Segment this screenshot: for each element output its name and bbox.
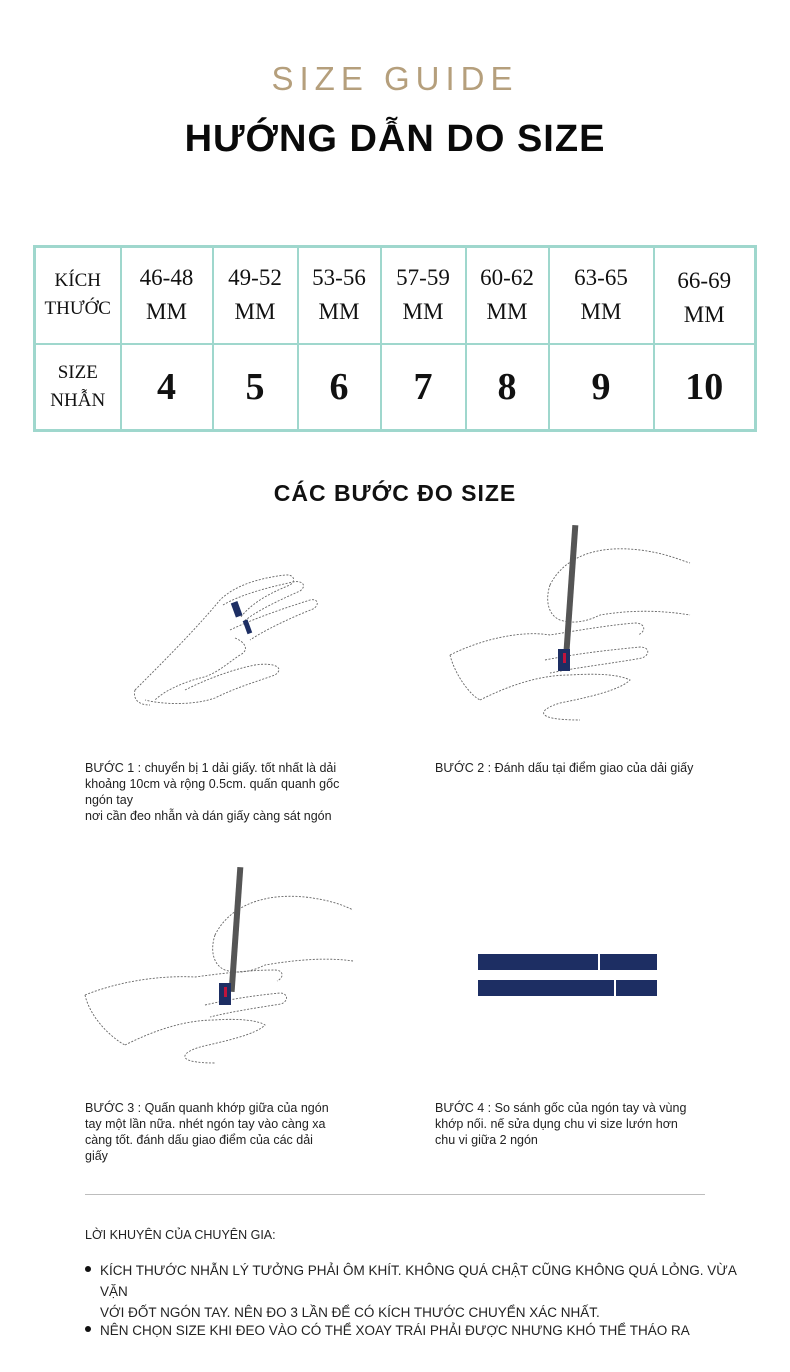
ring-size-cell: 8 xyxy=(466,344,549,431)
ring-size-row xyxy=(35,344,756,431)
measurement-cell: 46-48 MM xyxy=(121,247,213,344)
measurement-cell: 57-59 MM xyxy=(381,247,466,344)
step2-text: BƯỚC 2 : Đánh dấu tại điểm giao của dải giấy xyxy=(435,761,694,775)
pen xyxy=(229,867,244,992)
measurement-cell: 66-69 MM xyxy=(654,247,756,344)
ring-size-cell: 6 xyxy=(298,344,381,431)
size-table xyxy=(33,245,757,432)
ring-size-cell: 5 xyxy=(213,344,298,431)
measurement-cell: 49-52 MM xyxy=(213,247,298,344)
step1-illustration xyxy=(125,560,325,710)
steps-title: CÁC BƯỚC ĐO SIZE xyxy=(273,480,517,506)
step3-text: BƯỚC 3 : Quấn quanh khớp giữa của ngón tay một lần nữa. nhét ngón tay vào càng xa càng tốt. đánh dấu giao điểm của các dải giấy xyxy=(85,1101,329,1163)
ring-size-cell: 7 xyxy=(381,344,466,431)
measurement-cell: 60-62 MM xyxy=(466,247,549,344)
measurement-row xyxy=(35,247,756,344)
ring-size-cell: 4 xyxy=(121,344,213,431)
measurement-row-label: KÍCH THƯỚC xyxy=(35,247,121,344)
ring-size-row-label: SIZE NHẪN xyxy=(35,344,121,431)
strip-finger-base xyxy=(478,954,657,970)
hand-outline xyxy=(85,896,353,1063)
step3-illustration xyxy=(85,865,355,1065)
step2-illustration xyxy=(450,525,700,725)
ring-size-cell: 9 xyxy=(549,344,654,431)
intersection-mark xyxy=(224,987,227,997)
ring-size-cell: 10 xyxy=(654,344,756,431)
hand-outline xyxy=(135,575,318,705)
paper-strip xyxy=(231,601,243,617)
measurement-cell: 63-65 MM xyxy=(549,247,654,344)
strip-mark xyxy=(598,954,600,970)
bullet-icon xyxy=(85,1326,91,1332)
step4-illustration xyxy=(478,954,658,998)
size-guide-label: SIZE GUIDE xyxy=(271,60,519,97)
page-title: HƯỚNG DẪN DO SIZE xyxy=(184,118,606,160)
intersection-mark xyxy=(563,653,566,663)
strip-mark xyxy=(614,980,616,996)
advice-item: NÊN CHỌN SIZE KHI ĐEO VÀO CÓ THỂ XOAY TRÁI PHẢI ĐƯỢC NHƯNG KHÓ THỂ THÁO RA xyxy=(85,1320,765,1342)
measurement-cell: 53-56 MM xyxy=(298,247,381,344)
bullet-icon xyxy=(85,1266,91,1272)
step4-text: BƯỚC 4 : So sánh gốc của ngón tay và vùng khớp nối. nế sửa dụng chu vi size lướn hơn chu vi giữa 2 ngón xyxy=(435,1101,687,1147)
advice-item: KÍCH THƯỚC NHẪN LÝ TƯỞNG PHẢI ÔM KHÍT. KHÔNG QUÁ CHẬT CŨNG KHÔNG QUÁ LỎNG. VỪA VẶN VỚI ĐỐT NGÓN TAY. NÊN ĐO 3 LẦN ĐỂ CÓ KÍCH THƯỚC CHUYỂN XÁC NHẤT. xyxy=(85,1260,765,1304)
strip-knuckle xyxy=(478,980,657,996)
advice-title: LỜI KHUYÊN CỦA CHUYÊN GIA: xyxy=(85,1228,276,1242)
paper-strip xyxy=(243,619,252,634)
step1-text: BƯỚC 1 : chuyển bị 1 dải giấy. tốt nhất là dải khoảng 10cm và rộng 0.5cm. quấn quanh gốc ngón tay nơi cần đeo nhẫn và dán giấy càng sát ngón xyxy=(85,761,340,823)
divider xyxy=(85,1194,705,1195)
